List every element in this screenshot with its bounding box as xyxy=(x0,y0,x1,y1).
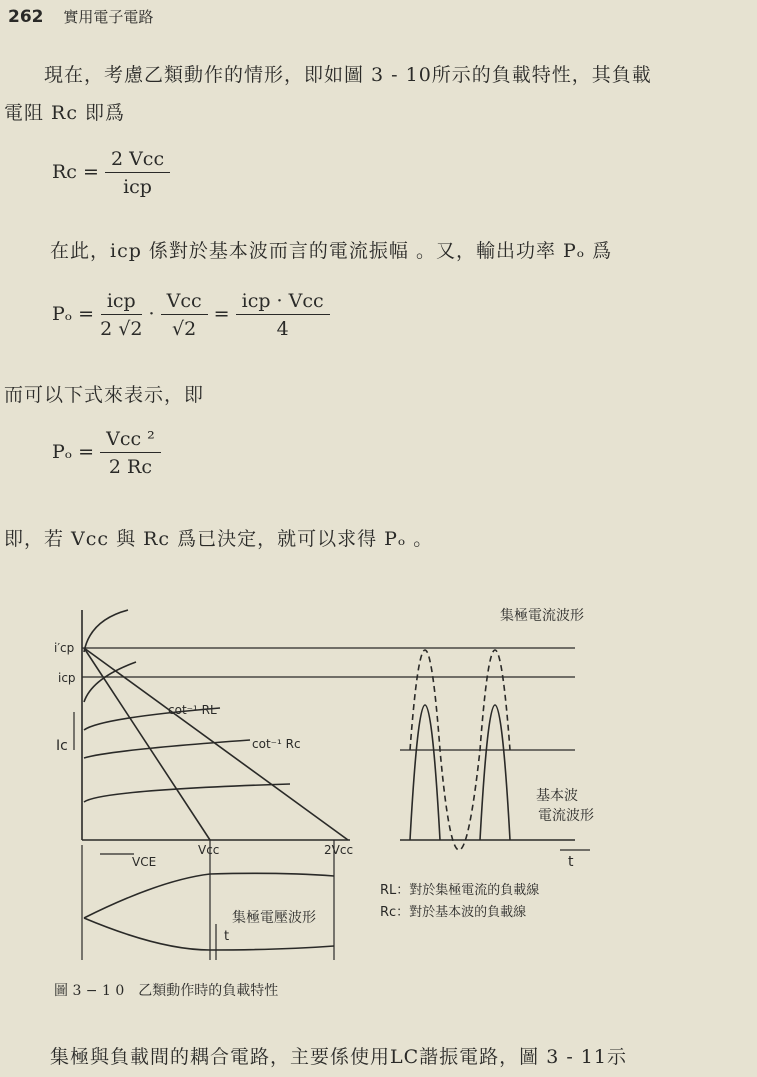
paragraph-1 xyxy=(44,58,744,92)
label-icp: icp xyxy=(58,671,76,685)
label-collector-current: 集極電流波形 xyxy=(500,608,584,624)
equation-po-lhs: Pₒ = xyxy=(52,303,95,325)
label-ic: Ic xyxy=(56,738,68,754)
characteristic-curve-2 xyxy=(84,662,136,702)
equation-rc xyxy=(52,148,170,198)
label-vcc: Vcc xyxy=(198,843,220,857)
equation-po2-fraction xyxy=(100,428,161,478)
legend-rc: Rc：對於基本波的負載線 xyxy=(380,905,527,920)
equation-po2-numerator: Vcc ² xyxy=(100,428,161,453)
paragraph-1-line-1: 現在，考慮乙類動作的情形，即如圖 3 - 10所示的負載特性，其負載 xyxy=(44,64,652,86)
paragraph-2: 在此，icp 係對於基本波而言的電流振幅 。又，輸出功率 Pₒ 爲 xyxy=(50,240,613,262)
equation-po-f2-den: √2 xyxy=(172,318,197,340)
equation-rc-fraction xyxy=(105,148,170,198)
characteristic-curve-5 xyxy=(84,784,290,802)
equation-po-f2-num: Vcc xyxy=(161,290,208,315)
equation-po xyxy=(52,290,330,340)
characteristic-curve-1 xyxy=(84,610,128,652)
book-title: 實用電子電路 xyxy=(63,8,154,26)
equation-po-f3-den: 4 xyxy=(276,318,289,340)
equation-po-f1-num: icp xyxy=(101,290,142,315)
equation-po-f3-num: icp · Vcc xyxy=(236,290,330,315)
figure-caption: 圖 3 − 1 0 乙類動作時的負載特性 xyxy=(54,983,279,999)
label-2vcc: 2Vcc xyxy=(324,843,354,857)
equation-po-fraction-3 xyxy=(236,290,330,340)
label-fundamental-2: 電流波形 xyxy=(538,808,594,824)
label-vce: VCE xyxy=(132,855,157,869)
equation-rc-denominator: icp xyxy=(123,176,152,198)
characteristic-curve-4 xyxy=(84,740,250,758)
equation-rc-lhs: Rc = xyxy=(52,161,99,183)
label-cot-rc: cot⁻¹ Rc xyxy=(252,737,301,751)
equation-rc-numerator: 2 Vcc xyxy=(105,148,170,173)
legend-rl: RL：對於集極電流的負載線 xyxy=(380,883,540,898)
page-number: 262 xyxy=(8,7,44,27)
paragraph-4: 即，若 Vcc 與 Rc 爲已決定，就可以求得 Pₒ 。 xyxy=(4,528,434,550)
collector-current-pulse-1 xyxy=(410,705,440,840)
label-t-right: t xyxy=(568,854,574,870)
label-fundamental-1: 基本波 xyxy=(536,788,578,804)
label-cot-rl: cot⁻¹ RL xyxy=(168,703,217,717)
equation-po-dot: · xyxy=(148,303,155,325)
paragraph-1-line-2: 電阻 Rc 即爲 xyxy=(4,102,126,124)
collector-current-pulse-2 xyxy=(480,705,510,840)
equation-po-fraction-2 xyxy=(161,290,208,340)
equation-po-equals: = xyxy=(213,303,230,325)
paragraph-5: 集極與負載間的耦合電路，主要係使用LC諧振電路，圖 3 - 11示 xyxy=(50,1046,627,1068)
label-collector-voltage: 集極電壓波形 xyxy=(232,910,316,926)
equation-po2-lhs: Pₒ = xyxy=(52,441,95,463)
equation-po-f1-den: 2 √2 xyxy=(100,318,143,340)
equation-po2-denominator: 2 Rc xyxy=(108,456,152,478)
figure-3-10 xyxy=(40,590,740,970)
page-header xyxy=(8,6,153,27)
paragraph-3: 而可以下式來表示，即 xyxy=(4,384,205,406)
label-icp-prime: i′cp xyxy=(54,641,75,655)
equation-po-2 xyxy=(52,428,161,478)
equation-po-fraction-1 xyxy=(100,290,142,340)
label-t-bottom: t xyxy=(224,929,230,944)
